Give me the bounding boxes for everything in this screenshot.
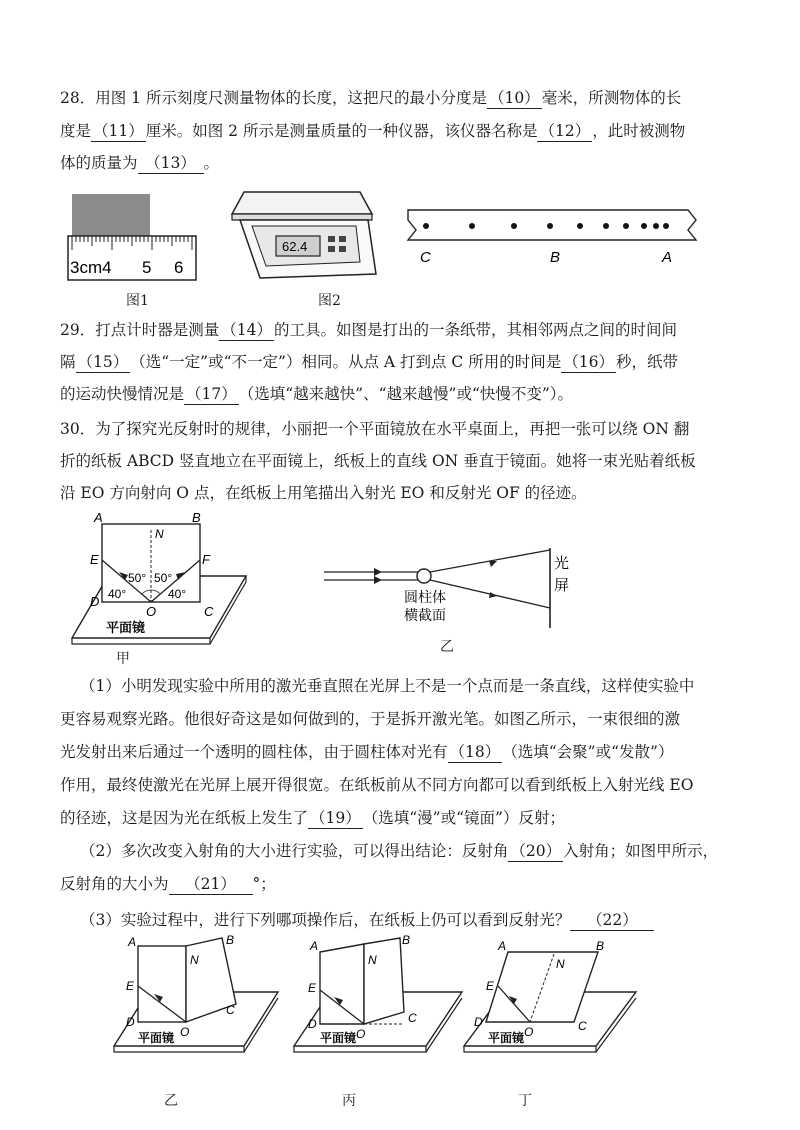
fig-bottom-bing-caption: 丙 bbox=[342, 1093, 356, 1109]
fig-jia-caption: 甲 bbox=[116, 651, 130, 667]
blank-17: （17） bbox=[186, 385, 237, 403]
figure-jia-reflection bbox=[70, 510, 250, 668]
point-b: B bbox=[402, 934, 411, 947]
point-e: E bbox=[90, 552, 99, 567]
mirror-label: 平面镜 bbox=[106, 620, 146, 635]
fig-yi-caption: 乙 bbox=[440, 639, 454, 655]
q30-p1-line4: 作用，最终使激光在光屏上展开得很宽。在纸板前从不同方向都可以看到纸板上入射光线 EO bbox=[60, 776, 694, 794]
ruler-label-3cm4: 3cm4 bbox=[70, 258, 112, 277]
tape-label-a: A bbox=[662, 249, 673, 266]
q30-p1-line3: 光发射出来后通过一个透明的圆柱体，由于圆柱体对光有 （18） （选填“会聚”或“发散”） bbox=[60, 743, 674, 761]
point-a: A bbox=[310, 939, 319, 953]
point-n: N bbox=[368, 953, 377, 967]
cardboard-left-half bbox=[138, 946, 186, 1022]
q30-p1-line2: 更容易观察光路。他很好奇这是如何做到的，于是拆开激光笔。如图乙所示，一束很细的激 bbox=[60, 710, 681, 728]
fig1-caption: 图1 bbox=[126, 293, 149, 309]
figure-2-electronic-scale bbox=[222, 184, 382, 288]
blank-11: （11） bbox=[93, 122, 144, 140]
q30-line3: 沿 EO 方向射向 O 点，在纸板上用笔描出入射光 EO 和反射光 OF 的径迹。 bbox=[60, 484, 587, 502]
figure-paper-tape bbox=[400, 204, 700, 268]
tape-label-c: C bbox=[420, 249, 431, 266]
q28-line2: 度是 （11） 厘米。如图 2 所示是测量质量的一种仪器，该仪器名称是 （12） ，此时被测物 bbox=[60, 122, 686, 140]
point-e: E bbox=[126, 979, 135, 993]
point-b: B bbox=[192, 510, 201, 525]
blank-10: （10） bbox=[488, 89, 540, 107]
q29-line1: 29．打点计时器是测量 （14） 的工具。如图是打出的一条纸带，其相邻两点之间的时间间 bbox=[60, 321, 677, 339]
q30-p3-line1: （3）实验过程中，进行下列哪项操作后，在纸板上仍可以看到反射光？ （22） bbox=[80, 910, 654, 931]
point-f: F bbox=[202, 552, 210, 567]
cardboard-right-half bbox=[364, 938, 404, 1024]
blank-19: （19） bbox=[310, 809, 361, 827]
q30-p1-line1: （1）小明发现实验中所用的激光垂直照在光屏上不是一个点而是一条直线，这样使实验中 bbox=[80, 677, 695, 695]
angle-50-left: 50° bbox=[128, 571, 147, 585]
cylinder-label-2: 横截面 bbox=[404, 607, 446, 623]
angle-40-left: 40° bbox=[108, 587, 127, 601]
q28-line3: 体的质量为 （13） 。 bbox=[60, 154, 220, 172]
q29-line3: 的运动快慢情况是 （17） （选填“越来越快”、“越来越慢”或“快慢不变”）。 bbox=[60, 385, 574, 403]
blank-22: （22） bbox=[570, 910, 654, 931]
point-d: D bbox=[308, 1017, 317, 1031]
mirror-label: 平面镜 bbox=[488, 1031, 525, 1045]
point-d: D bbox=[474, 1015, 483, 1029]
point-b: B bbox=[596, 939, 605, 953]
point-a: A bbox=[498, 939, 507, 953]
blank-20: （20） bbox=[510, 842, 562, 860]
blank-13: （13） bbox=[138, 153, 204, 174]
q28-line1: 28．用图 1 所示刻度尺测量物体的长度，这把尺的最小分度是 （10） 毫米，所测物体的长 bbox=[60, 89, 682, 107]
q30-p2-line2: 反射角的大小为 （21） °； bbox=[60, 875, 276, 893]
figure-bottom-yi bbox=[112, 934, 282, 1084]
point-c: C bbox=[204, 604, 214, 619]
point-a: A bbox=[94, 510, 103, 525]
ruler-label-6: 6 bbox=[174, 258, 184, 277]
screen-label-1: 光 bbox=[554, 555, 570, 572]
point-a: A bbox=[128, 935, 137, 949]
angle-40-right: 40° bbox=[168, 587, 187, 601]
point-n: N bbox=[155, 527, 164, 541]
q30-line1: 30．为了探究光反射时的规律，小丽把一个平面镜放在水平桌面上，再把一张可以绕 ON 翻 bbox=[60, 420, 690, 438]
blank-15: （15） bbox=[77, 353, 129, 371]
fig-bottom-yi-caption: 乙 bbox=[164, 1093, 178, 1109]
angle-50-right: 50° bbox=[154, 571, 173, 585]
q29-line2: 隔 （15） （选“一定”或“不一定”）相同。从点 A 打到点 C 所用的时间是 （16） 秒，纸带 bbox=[60, 353, 678, 371]
blank-18: （18） bbox=[449, 743, 501, 761]
point-o: O bbox=[356, 1027, 366, 1041]
fig2-caption: 图2 bbox=[318, 293, 341, 309]
figure-bottom-ding bbox=[462, 934, 642, 1084]
blank-16: （16） bbox=[563, 353, 614, 371]
point-e: E bbox=[308, 981, 317, 995]
point-o: O bbox=[180, 1025, 190, 1039]
point-c: C bbox=[226, 1003, 235, 1017]
blank-21: （21） bbox=[169, 874, 253, 895]
scale-button-icon bbox=[339, 236, 346, 242]
point-n: N bbox=[556, 957, 565, 971]
ruler-label-5: 5 bbox=[142, 258, 152, 277]
fig-bottom-ding-caption: 丁 bbox=[518, 1093, 532, 1109]
figure-bottom-bing bbox=[292, 934, 467, 1084]
point-d: D bbox=[126, 1015, 135, 1029]
point-c: C bbox=[408, 1011, 417, 1025]
point-n: N bbox=[190, 953, 199, 967]
point-o: O bbox=[524, 1025, 534, 1039]
cylinder-cross-section bbox=[417, 569, 431, 583]
scale-button-icon bbox=[339, 246, 346, 252]
tape-label-b: B bbox=[550, 249, 561, 266]
scale-reading: 62.4 bbox=[282, 239, 308, 254]
point-d: D bbox=[90, 594, 100, 609]
q30-line2: 折的纸板 ABCD 竖直地立在平面镜上，纸板上的直线 ON 垂直于镜面。她将一束光贴着纸板 bbox=[60, 452, 696, 470]
q30-p2-line1: （2）多次改变入射角的大小进行实验，可以得出结论：反射角 （20） 入射角；如图甲所示， bbox=[80, 842, 719, 860]
mirror-label: 平面镜 bbox=[138, 1031, 175, 1045]
blank-14: （14） bbox=[221, 321, 272, 339]
figure-yi-cylinder bbox=[322, 548, 592, 638]
measured-object bbox=[72, 194, 150, 240]
mirror-label: 平面镜 bbox=[320, 1031, 357, 1045]
figure-1-ruler bbox=[62, 190, 202, 286]
point-c: C bbox=[578, 1019, 587, 1033]
point-e: E bbox=[486, 979, 495, 993]
scale-button-icon bbox=[328, 246, 335, 252]
scale-button-icon bbox=[328, 236, 335, 242]
blank-12: （12） bbox=[539, 122, 591, 140]
point-b: B bbox=[226, 934, 235, 947]
q30-p1-line5: 的径迹，这是因为光在纸板上发生了 （19） （选填“漫”或“镜面”）反射； bbox=[60, 809, 565, 827]
cylinder-label-1: 圆柱体 bbox=[404, 589, 446, 605]
screen-label-2: 屏 bbox=[554, 577, 570, 594]
cardboard-left-half bbox=[320, 944, 364, 1024]
point-o: O bbox=[146, 604, 157, 619]
scale-pan bbox=[232, 192, 372, 214]
